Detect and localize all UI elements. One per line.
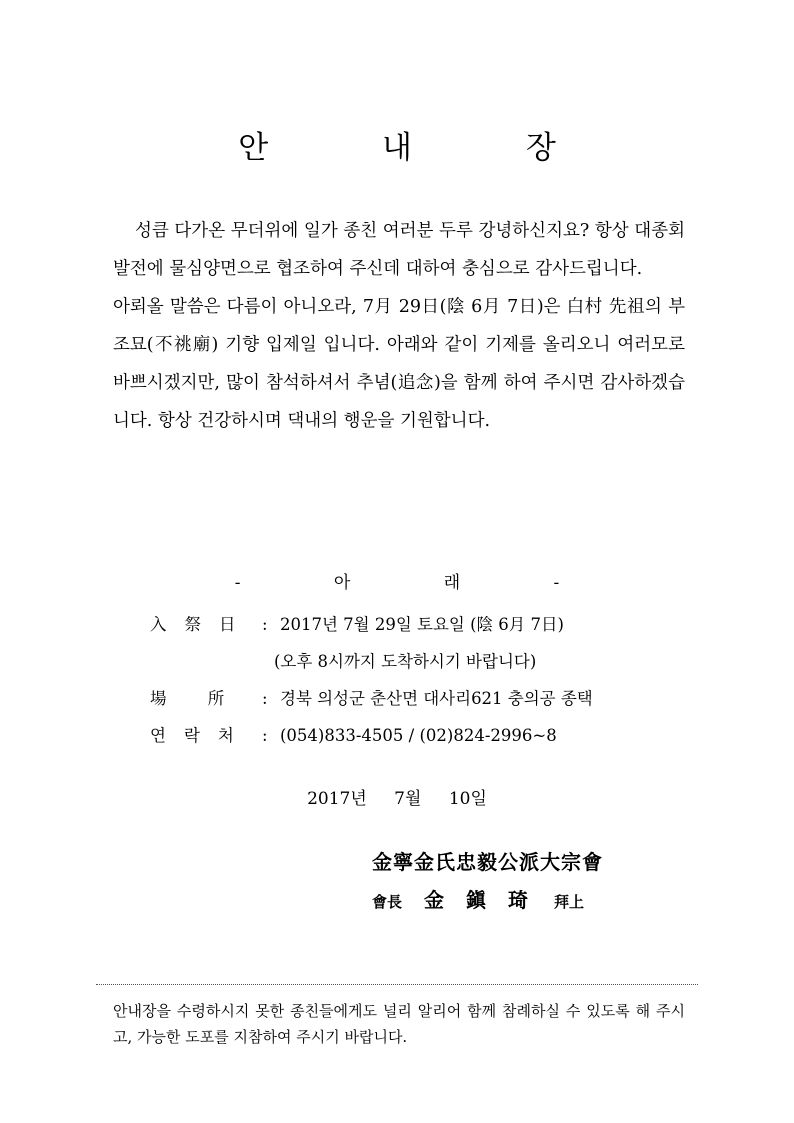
announcement-paragraph: 아뢰올 말씀은 다름이 아니오라, 7月 29日(陰 6月 7日)은 白村 先祖의 부조묘(不祧廟) 기향 입제일 입니다. 아래와 같이 기제를 올리오니 여러모로 바쁘시겠지만, 많이 참석하셔서 추념(追念)을 함께 하여 주시면 감사하겠습니다. 항상 건강하시며 댁내의 행운을 기원합니다. — [113, 297, 685, 431]
event-details — [150, 606, 710, 754]
entry-date-separator: : — [262, 615, 268, 634]
place-label: 場 所 — [150, 689, 243, 708]
signer-name: 金鎭琦 — [424, 888, 551, 912]
arrival-note: (오후 8시까지 도착하시기 바랍니다) — [274, 652, 537, 671]
contact-row — [150, 717, 710, 754]
contact-label: 연락처 — [150, 726, 252, 745]
invitation-body — [113, 212, 685, 440]
entry-date-value: 2017년 7월 29일 토요일 (陰 6月 7日) — [280, 615, 564, 634]
footer-note: 안내장을 수령하시지 못한 종친들에게도 널리 알리어 함께 참례하실 수 있도록 해 주시고, 가능한 도포를 지참하여 주시기 바랍니다. — [113, 1002, 685, 1046]
notice-heading: - 아 래 - — [234, 573, 604, 593]
dotted-divider — [96, 984, 698, 985]
arrival-note-row — [150, 643, 710, 680]
signature-line — [372, 884, 584, 913]
organization-name: 金寧金氏忠毅公派大宗會 — [372, 850, 603, 874]
signer-role: 會長 — [372, 893, 403, 911]
place-separator: : — [262, 689, 268, 708]
entry-date-row — [150, 606, 710, 643]
page-title: 안 내 장 — [238, 130, 608, 166]
issue-date: 2017년 7월 10일 — [307, 789, 487, 809]
signer-honorific: 拜上 — [554, 893, 585, 911]
greeting-paragraph: 성큼 다가온 무더위에 일가 종친 여러분 두루 강녕하신지요? 항상 대종회 발전에 물심양면으로 협조하여 주신데 대하여 충심으로 감사드립니다. — [113, 221, 685, 279]
contact-value: (054)833-4505 / (02)824-2996~8 — [280, 726, 557, 745]
entry-date-label: 入祭日 — [150, 615, 254, 634]
place-row — [150, 680, 710, 717]
place-value: 경북 의성군 춘산면 대사리621 충의공 종택 — [280, 689, 593, 708]
contact-separator: : — [262, 726, 268, 745]
